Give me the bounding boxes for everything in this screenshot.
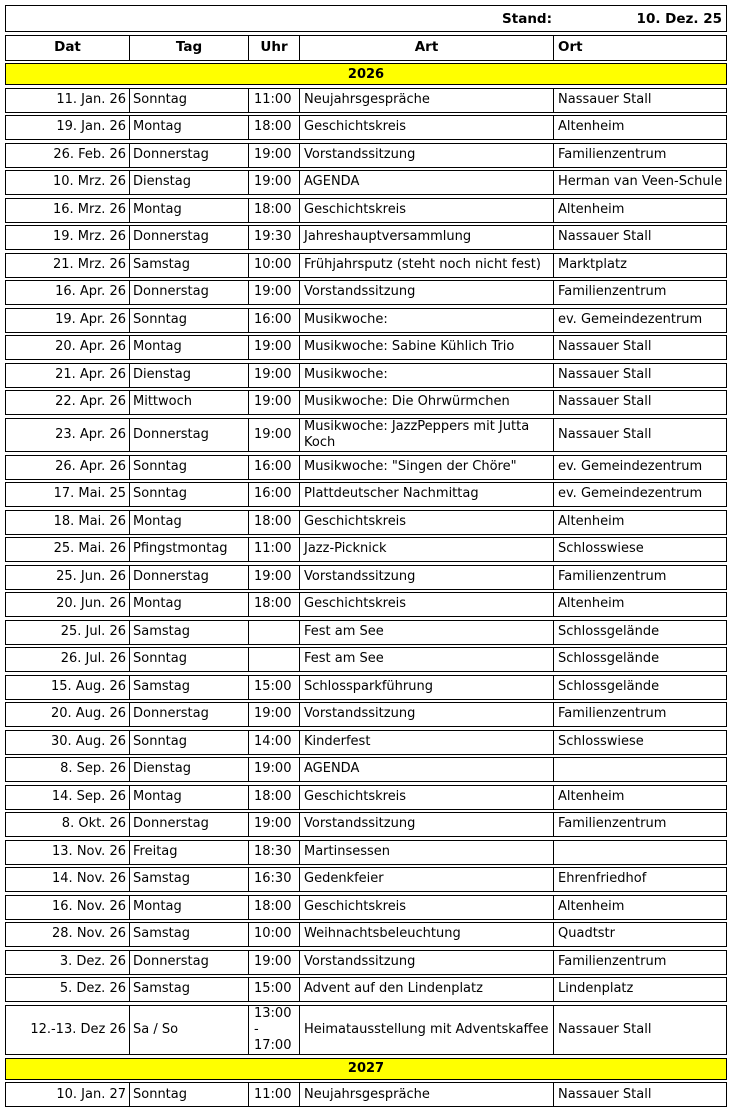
cell-tag: Sonntag [129,483,248,506]
cell-ort: Nassauer Stall [553,226,726,249]
cell-uhr: 14:00 [248,731,299,754]
cell-ort: Marktplatz [553,254,726,277]
cell-uhr: 19:00 [248,813,299,836]
table-row [5,198,727,223]
cell-dat: 8. Sep. 26 [60,761,126,777]
cell-dat: 25. Jul. 26 [60,623,126,639]
cell-dat: 16. Apr. 26 [55,284,126,300]
cell-ort: Familienzentrum [553,566,726,589]
cell-dat: 26. Feb. 26 [53,146,126,162]
table-row [5,335,727,360]
table-row [5,565,727,590]
cell-dat: 25. Mai. 26 [53,541,126,557]
table-row [5,308,727,333]
column-header-dat: Dat [54,39,81,56]
cell-dat: 14. Nov. 26 [52,871,126,887]
table-row [5,647,727,672]
cell-tag: Donnerstag [129,281,248,304]
cell-tag: Freitag [129,841,248,864]
cell-tag: Montag [129,336,248,359]
cell-ort: Altenheim [553,511,726,534]
cell-art: Geschichtskreis [299,786,553,809]
cell-dat: 15. Aug. 26 [51,678,126,694]
cell-ort [553,758,726,781]
cell-dat: 19. Jan. 26 [56,119,126,135]
cell-uhr [248,621,299,644]
cell-tag: Samstag [129,676,248,699]
cell-ort: Schlossgelände [553,648,726,671]
cell-uhr: 19:30 [248,226,299,249]
cell-tag: Samstag [129,254,248,277]
cell-dat: 20. Apr. 26 [55,339,126,355]
table-row [5,730,727,755]
cell-ort: ev. Gemeindezentrum [553,483,726,506]
year-band: 2027 [5,1058,727,1080]
cell-dat: 8. Okt. 26 [61,816,126,832]
stand-label: Stand: [502,10,552,27]
cell-art: Vorstandssitzung [299,951,553,974]
cell-dat: 5. Dez. 26 [59,981,126,997]
cell-tag: Montag [129,116,248,139]
column-header-art: Art [299,36,553,60]
cell-tag: Donnerstag [129,813,248,836]
table-row [5,675,727,700]
table-row [5,482,727,507]
cell-ort: Familienzentrum [553,144,726,167]
cell-tag: Montag [129,593,248,616]
cell-tag: Samstag [129,978,248,1001]
cell-tag: Samstag [129,923,248,946]
cell-tag: Donnerstag [129,226,248,249]
cell-dat: 14. Sep. 26 [51,788,126,804]
stand-row [5,5,727,32]
cell-tag: Sa / So [129,1006,248,1055]
cell-uhr: 16:00 [248,309,299,332]
cell-dat: 10. Mrz. 26 [53,174,126,190]
cell-art: Fest am See [299,621,553,644]
table-row [5,537,727,562]
cell-art: Gedenkfeier [299,868,553,891]
cell-uhr: 19:00 [248,703,299,726]
cell-uhr: 19:00 [248,144,299,167]
table-row [5,785,727,810]
cell-tag: Sonntag [129,648,248,671]
cell-ort: Schlossgelände [553,676,726,699]
cell-ort: Quadtstr [553,923,726,946]
cell-tag: Samstag [129,621,248,644]
cell-art: Musikwoche: "Singen der Chöre" [299,456,553,479]
cell-ort: Schlosswiese [553,731,726,754]
cell-tag: Montag [129,199,248,222]
schedule-table [5,5,727,1107]
cell-dat: 3. Dez. 26 [59,953,126,969]
cell-tag: Sonntag [129,456,248,479]
table-row [5,867,727,892]
cell-ort: Altenheim [553,786,726,809]
cell-ort: Nassauer Stall [553,364,726,387]
cell-uhr: 18:00 [248,896,299,919]
cell-art: Geschichtskreis [299,511,553,534]
cell-ort: Familienzentrum [553,703,726,726]
cell-ort: Herman van Veen-Schule [553,171,726,194]
cell-ort: ev. Gemeindezentrum [553,309,726,332]
cell-dat: 26. Jul. 26 [60,651,126,667]
cell-art: Musikwoche: Die Ohrwürmchen [299,391,553,414]
cell-ort: Schlosswiese [553,538,726,561]
table-row [5,977,727,1002]
cell-art: Neujahrsgespräche [299,89,553,112]
cell-uhr: 18:00 [248,116,299,139]
cell-tag: Montag [129,786,248,809]
cell-uhr: 19:00 [248,336,299,359]
cell-uhr: 11:00 [248,89,299,112]
cell-dat: 10. Jan. 27 [56,1086,126,1102]
cell-uhr: 19:00 [248,391,299,414]
cell-tag: Sonntag [129,89,248,112]
cell-art: AGENDA [299,171,553,194]
cell-dat: 21. Mrz. 26 [53,256,126,272]
cell-art: Fest am See [299,648,553,671]
cell-tag: Montag [129,511,248,534]
cell-uhr: 18:00 [248,786,299,809]
cell-tag: Pfingstmontag [129,538,248,561]
cell-uhr: 16:30 [248,868,299,891]
cell-uhr: 18:30 [248,841,299,864]
table-row [5,418,727,453]
cell-uhr: 19:00 [248,951,299,974]
cell-ort: Altenheim [553,896,726,919]
cell-art: Neujahrsgespräche [299,1083,553,1106]
table-row [5,363,727,388]
cell-dat: 25. Jun. 26 [56,568,126,584]
table-row [5,922,727,947]
cell-ort: Altenheim [553,116,726,139]
cell-art: Geschichtskreis [299,593,553,616]
cell-tag: Sonntag [129,731,248,754]
cell-uhr [248,648,299,671]
cell-art: Musikwoche: Sabine Kühlich Trio [299,336,553,359]
cell-art: Schlossparkführung [299,676,553,699]
table-row [5,592,727,617]
table-row [5,225,727,250]
table-row [5,455,727,480]
cell-tag: Montag [129,896,248,919]
cell-art: Frühjahrsputz (steht noch nicht fest) [299,254,553,277]
cell-art: Weihnachtsbeleuchtung [299,923,553,946]
cell-uhr: 11:00 [248,1083,299,1106]
cell-ort: Altenheim [553,199,726,222]
cell-art: Musikwoche: [299,309,553,332]
cell-ort [553,841,726,864]
table-row [5,702,727,727]
cell-uhr: 19:00 [248,281,299,304]
cell-ort: Familienzentrum [553,951,726,974]
cell-uhr: 18:00 [248,199,299,222]
column-header-row [5,35,727,61]
column-header-tag: Tag [129,36,248,60]
cell-ort: Nassauer Stall [553,336,726,359]
cell-dat: 11. Jan. 26 [56,91,126,107]
cell-art: Musikwoche: JazzPeppers mit Jutta Koch [299,419,553,452]
cell-dat: 17. Mai. 25 [53,486,126,502]
cell-ort: Familienzentrum [553,281,726,304]
cell-tag: Sonntag [129,309,248,332]
cell-art: Advent auf den Lindenplatz [299,978,553,1001]
cell-uhr: 15:00 [248,676,299,699]
cell-dat: 20. Jun. 26 [56,596,126,612]
cell-tag: Dienstag [129,171,248,194]
cell-ort: Nassauer Stall [553,419,726,452]
cell-dat: 16. Mrz. 26 [53,201,126,217]
cell-tag: Donnerstag [129,951,248,974]
cell-uhr: 18:00 [248,511,299,534]
cell-tag: Donnerstag [129,144,248,167]
cell-tag: Donnerstag [129,419,248,452]
cell-art: Vorstandssitzung [299,703,553,726]
cell-dat: 21. Apr. 26 [55,366,126,382]
cell-dat: 13. Nov. 26 [52,843,126,859]
table-row [5,1082,727,1107]
table-row [5,1005,727,1056]
table-row [5,840,727,865]
cell-ort: Lindenplatz [553,978,726,1001]
cell-uhr: 11:00 [248,538,299,561]
year-band: 2026 [5,63,727,85]
table-row [5,143,727,168]
cell-uhr: 19:00 [248,758,299,781]
table-row [5,170,727,195]
cell-ort: Ehrenfriedhof [553,868,726,891]
table-row [5,390,727,415]
cell-ort: Nassauer Stall [553,1006,726,1055]
cell-uhr: 15:00 [248,978,299,1001]
cell-uhr: 19:00 [248,566,299,589]
cell-ort: Nassauer Stall [553,391,726,414]
table-row [5,812,727,837]
cell-uhr: 19:00 [248,419,299,452]
cell-art: Jahreshauptversammlung [299,226,553,249]
cell-dat: 23. Apr. 26 [55,426,126,442]
table-row [5,620,727,645]
cell-tag: Donnerstag [129,566,248,589]
cell-uhr: 16:00 [248,456,299,479]
table-row [5,253,727,278]
cell-ort: ev. Gemeindezentrum [553,456,726,479]
cell-ort: Nassauer Stall [553,1083,726,1106]
cell-uhr: 13:00 - 17:00 [248,1006,299,1055]
table-row [5,950,727,975]
cell-tag: Donnerstag [129,703,248,726]
cell-uhr: 18:00 [248,593,299,616]
column-header-uhr: Uhr [248,36,299,60]
cell-uhr: 19:00 [248,364,299,387]
cell-tag: Mittwoch [129,391,248,414]
cell-dat: 30. Aug. 26 [51,733,126,749]
cell-art: Plattdeutscher Nachmittag [299,483,553,506]
cell-dat: 19. Apr. 26 [55,311,126,327]
cell-art: AGENDA [299,758,553,781]
cell-dat: 12.-13. Dez 26 [30,1021,126,1037]
cell-tag: Sonntag [129,1083,248,1106]
cell-art: Heimatausstellung mit Adventskaffee [299,1006,553,1055]
cell-tag: Dienstag [129,758,248,781]
cell-art: Vorstandssitzung [299,813,553,836]
cell-dat: 20. Aug. 26 [51,706,126,722]
table-row [5,510,727,535]
cell-art: Geschichtskreis [299,116,553,139]
cell-dat: 26. Apr. 26 [55,458,126,474]
cell-art: Musikwoche: [299,364,553,387]
cell-uhr: 16:00 [248,483,299,506]
cell-tag: Samstag [129,868,248,891]
cell-dat: 28. Nov. 26 [52,926,126,942]
table-row [5,115,727,140]
stand-date: 10. Dez. 25 [636,10,722,27]
cell-tag: Dienstag [129,364,248,387]
cell-art: Geschichtskreis [299,896,553,919]
cell-dat: 22. Apr. 26 [55,394,126,410]
cell-ort: Nassauer Stall [553,89,726,112]
cell-dat: 19. Mrz. 26 [53,229,126,245]
cell-uhr: 10:00 [248,923,299,946]
cell-ort: Schlossgelände [553,621,726,644]
table-row [5,88,727,113]
cell-art: Geschichtskreis [299,199,553,222]
cell-ort: Familienzentrum [553,813,726,836]
table-row [5,757,727,782]
cell-ort: Altenheim [553,593,726,616]
cell-art: Vorstandssitzung [299,566,553,589]
cell-art: Vorstandssitzung [299,281,553,304]
table-row [5,280,727,305]
cell-art: Martinsessen [299,841,553,864]
cell-dat: 16. Nov. 26 [52,898,126,914]
table-row [5,895,727,920]
cell-art: Vorstandssitzung [299,144,553,167]
column-header-ort: Ort [553,36,726,60]
cell-uhr: 10:00 [248,254,299,277]
cell-uhr: 19:00 [248,171,299,194]
cell-art: Kinderfest [299,731,553,754]
cell-dat: 18. Mai. 26 [53,513,126,529]
cell-art: Jazz-Picknick [299,538,553,561]
